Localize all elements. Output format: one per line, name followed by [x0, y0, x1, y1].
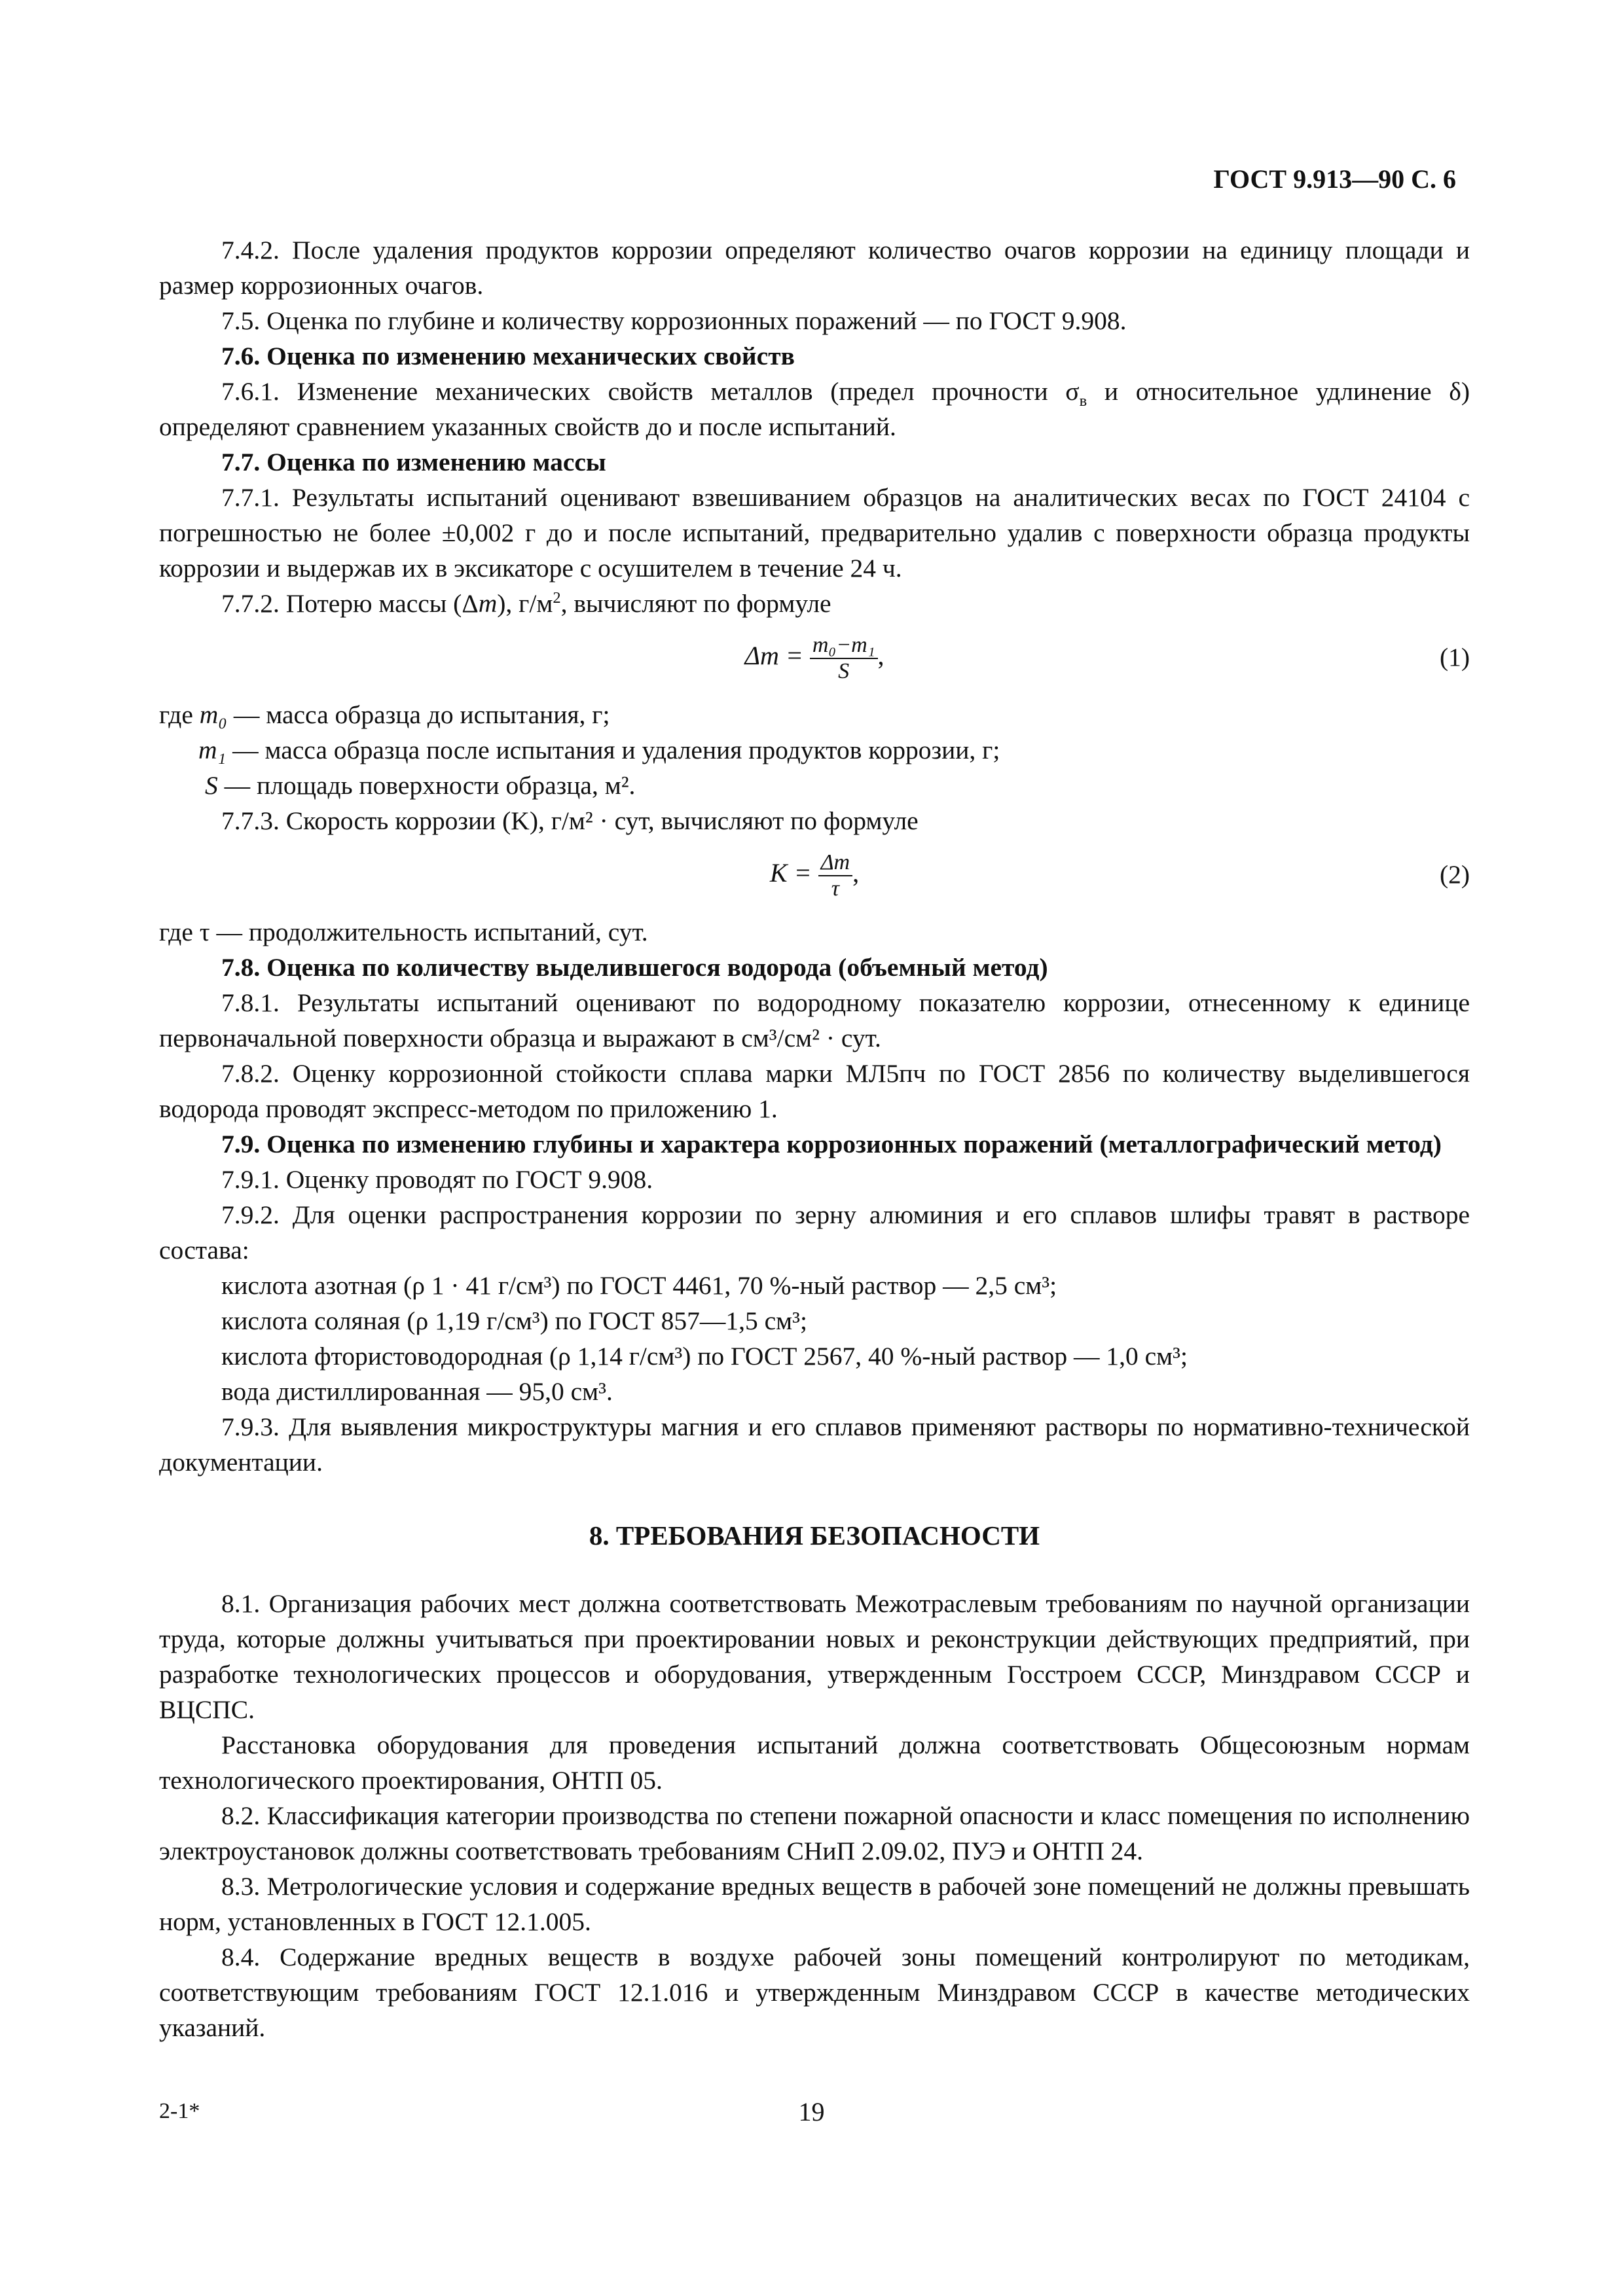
formula-1-numerator: m₀−m₁ — [810, 633, 878, 659]
formula-2-denominator: τ — [831, 876, 839, 901]
page-number: 19 — [798, 2097, 825, 2126]
mass-variable: m — [478, 589, 498, 618]
formula-1-denominator: S — [838, 659, 850, 683]
formula-1-number: (1) — [1439, 643, 1470, 672]
unit-superscript: 2 — [553, 588, 561, 607]
heading-7-8: 7.8. Оценка по количеству выделившегося водорода (объемный метод) — [221, 953, 1048, 982]
heading-7-7: 7.7. Оценка по изменению массы — [221, 448, 606, 476]
paragraph-7-9-2: 7.9.2. Для оценки распространения коррозии по зерну алюминия и его сплавов шлифы травят в растворе состава: — [159, 1200, 1470, 1265]
paragraph-7-7-2-part-b: ), г/м — [497, 589, 553, 618]
formula-1-fraction — [810, 633, 878, 684]
paragraph-8-1-continued: Расстановка оборудования для проведения испытаний должна соответствовать Общесоюзным нормам технологического проектирования, ОНТП 05. — [159, 1731, 1470, 1795]
paragraph-8-1: 8.1. Организация рабочих мест должна соответствовать Межотраслевым требованиям по научной организации труда, которые должны учитываться при проектировании новых и реконструкции действующих предприятий, при разработке технологических процессов и оборудования, утвержденным Госстроем СССР, Минздравом СССР и ВЦСПС. — [159, 1589, 1470, 1724]
paragraph-7-8-1: 7.8.1. Результаты испытаний оценивают по водородному показателю коррозии, отнесенному к единице первоначальной поверхности образца и выражают в см³/см² · сут. — [159, 988, 1470, 1052]
formula-1-tail: , — [877, 641, 884, 671]
paragraph-7-8-2: 7.8.2. Оценку коррозионной стойкости сплава марки МЛ5пч по ГОСТ 2856 по количеству выделившегося водорода проводят экспресс-методом по приложению 1. — [159, 1059, 1470, 1123]
paragraph-7-7-1: 7.7.1. Результаты испытаний оценивают взвешиванием образцов на аналитических весах по ГОСТ 24104 с погрешностью не более ±0,002 г до и после испытаний, предварительно удалив с поверхности образца продукты коррозии и выдержав их в эксикаторе с осушителем в течение 24 ч. — [159, 483, 1470, 583]
paragraph-7-6-1 — [159, 374, 1470, 444]
formula-2-number: (2) — [1439, 860, 1470, 889]
definition-prefix: где — [159, 700, 200, 729]
formula-2-lhs: K = — [769, 858, 812, 888]
paragraph-7-5: 7.5. Оценка по глубине и количеству коррозионных поражений — по ГОСТ 9.908. — [221, 306, 1127, 335]
definition-symbol: m₀ — [199, 700, 228, 729]
paragraph-7-9-1: 7.9.1. Оценку проводят по ГОСТ 9.908. — [221, 1165, 653, 1194]
definition-text: — площадь поверхности образца, м². — [217, 771, 636, 800]
formula-2-tail: , — [852, 858, 860, 888]
paragraph-7-4-2: 7.4.2. После удаления продуктов коррозии определяют количество очагов коррозии на единицу площади и размер коррозионных очагов. — [159, 236, 1470, 300]
solution-composition-list — [159, 1268, 1470, 1409]
heading-7-6: 7.6. Оценка по изменению механических свойств — [221, 342, 795, 370]
paragraph-7-6-1-part-b: и относительное удлинение δ) определяют сравнением указанных свойств до и после испытаний. — [159, 377, 1470, 441]
formula-1 — [159, 626, 1470, 692]
definition-symbol: m₁ — [198, 736, 227, 764]
definition-symbol: S — [205, 771, 218, 800]
paragraph-7-9-3: 7.9.3. Для выявления микроструктуры магния и его сплавов применяют растворы по нормативно-технической документации. — [159, 1412, 1470, 1477]
formula-2-fraction — [818, 850, 853, 901]
paragraph-7-6-1-part-a: 7.6.1. Изменение механических свойств металлов (предел прочности σ — [221, 377, 1080, 406]
formula-1-definitions — [159, 697, 1470, 803]
list-item: кислота азотная (ρ 1 · 41 г/см³) по ГОСТ 4461, 70 %-ный раствор — 2,5 см³; — [221, 1271, 1057, 1300]
footer-sheet-mark: 2-1* — [159, 2099, 200, 2123]
definition-text: — масса образца до испытания, г; — [227, 700, 610, 729]
paragraph-7-7-2-part-c: , вычисляют по формуле — [560, 589, 831, 618]
page-header: ГОСТ 9.913—90 С. 6 — [1213, 164, 1456, 194]
paragraph-7-7-2 — [159, 586, 1470, 621]
heading-7-9: 7.9. Оценка по изменению глубины и характера коррозионных поражений (металлографический метод) — [221, 1130, 1442, 1158]
definition-tau: где τ — продолжительность испытаний, сут. — [159, 918, 648, 946]
paragraph-8-4: 8.4. Содержание вредных веществ в воздухе рабочей зоны помещений контролируют по методикам, соответствующим требованиям ГОСТ 12.1.016 и утвержденным Минздравом СССР в качестве методических указаний. — [159, 1943, 1470, 2042]
formula-2-numerator: Δm — [818, 850, 853, 876]
definition-m0 — [159, 697, 1470, 732]
list-item: кислота соляная (ρ 1,19 г/см³) по ГОСТ 857—1,5 см³; — [221, 1306, 807, 1335]
definition-s — [159, 768, 1470, 803]
section-8-title: 8. ТРЕБОВАНИЯ БЕЗОПАСНОСТИ — [589, 1520, 1040, 1551]
formula-1-lhs: Δm = — [744, 641, 803, 671]
formula-2 — [159, 844, 1470, 909]
page-content — [159, 232, 1470, 2045]
list-item: вода дистиллированная — 95,0 см³. — [221, 1377, 613, 1406]
paragraph-7-7-3: 7.7.3. Скорость коррозии (K), г/м² · сут, вычисляют по формуле — [221, 806, 919, 835]
paragraph-8-3: 8.3. Метрологические условия и содержание вредных веществ в рабочей зоне помещений не должны превышать норм, установленных в ГОСТ 12.1.005. — [159, 1872, 1470, 1936]
sigma-subscript: в — [1079, 391, 1087, 410]
paragraph-8-2: 8.2. Классификация категории производства по степени пожарной опасности и класс помещения по исполнению электроустановок должны соответствовать требованиям СНиП 2.09.02, ПУЭ и ОНТП 24. — [159, 1801, 1470, 1865]
paragraph-7-7-2-part-a: 7.7.2. Потерю массы (Δ — [221, 589, 479, 618]
definition-text: — масса образца после испытания и удаления продуктов коррозии, г; — [226, 736, 1000, 764]
definition-m1 — [159, 732, 1470, 768]
list-item: кислота фтористоводородная (ρ 1,14 г/см³) по ГОСТ 2567, 40 %-ный раствор — 1,0 см³; — [221, 1342, 1188, 1371]
